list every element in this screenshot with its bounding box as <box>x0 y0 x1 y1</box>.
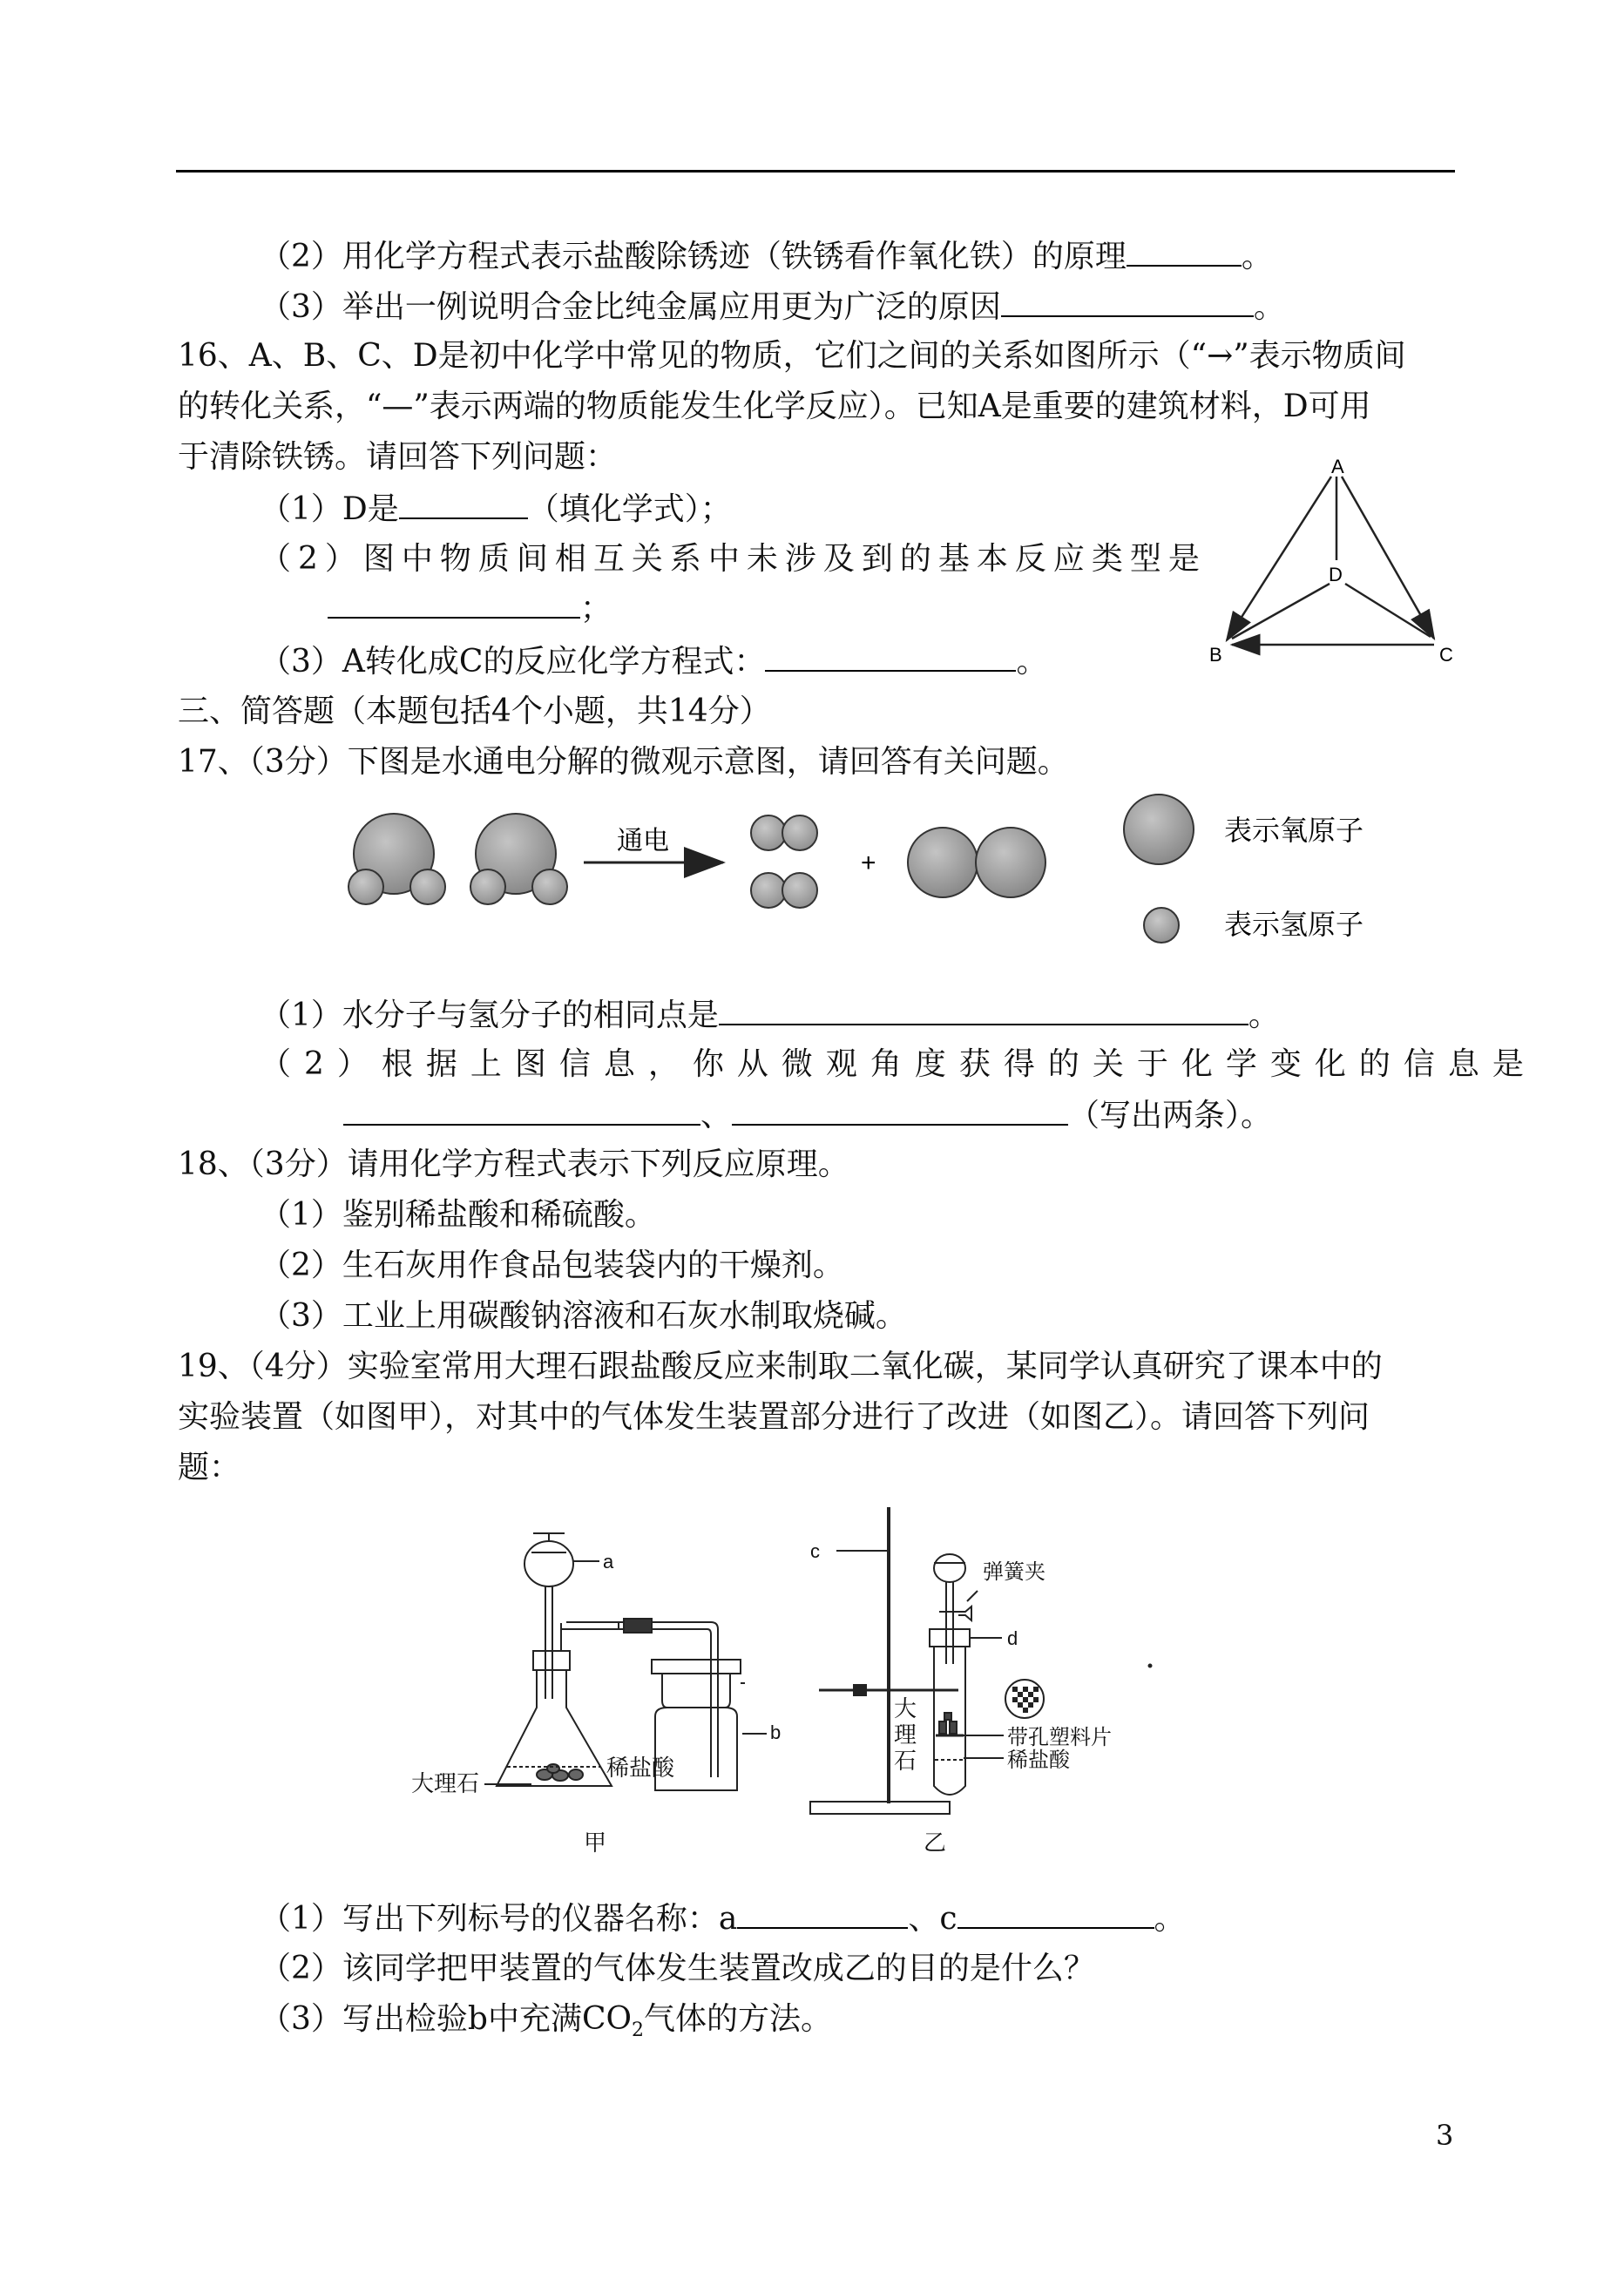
q17-part1-text: （1）水分子与氢分子的相同点是 <box>260 998 719 1033</box>
label-perforated-plastic: 带孔塑料片 <box>1007 1726 1112 1749</box>
q19-part3-text-end: 气体的方法。 <box>644 2001 833 2037</box>
node-b: B <box>1209 644 1222 666</box>
oxygen-molecule <box>908 828 1045 897</box>
q17-part1 <box>260 996 1280 1035</box>
q16-part2-blank[interactable] <box>328 589 580 619</box>
q16-part1 <box>260 490 732 529</box>
q16-part1-blank[interactable] <box>399 490 528 519</box>
label-marble: 大理石 <box>411 1770 480 1796</box>
label-d: d <box>1007 1627 1018 1649</box>
q17-stem: 17、（3分）下图是水通电分解的微观示意图，请回答有关问题。 <box>178 744 1069 780</box>
section-3-heading: 三、简答题（本题包括4个小题，共14分） <box>178 693 771 729</box>
q18-stem: 18、（3分）请用化学方程式表示下列反应原理。 <box>178 1146 849 1182</box>
label-dilute-hcl-2: 稀盐酸 <box>1007 1748 1070 1772</box>
q16-stem-line2: 的转化关系，“—”表示两端的物质能发生化学反应）。已知A是重要的建筑材料，D可用 <box>178 389 1371 424</box>
q16-part3-blank[interactable] <box>765 642 1016 672</box>
q15-part3-blank[interactable] <box>1001 287 1254 317</box>
legend-oxygen-label: 表示氧原子 <box>1224 815 1364 846</box>
q15-part3-text: （3）举出一例说明合金比纯金属应用更为广泛的原因 <box>260 289 1001 325</box>
q19-part1-text: （1）写出下列标号的仪器名称：a <box>260 1901 738 1937</box>
hydrogen-molecule-1 <box>751 815 817 850</box>
header-rule <box>176 170 1455 172</box>
q16-part2-end: ； <box>580 591 612 626</box>
label-yi: 乙 <box>924 1830 947 1856</box>
glass-plate <box>652 1660 741 1674</box>
label-c: c <box>810 1540 820 1562</box>
q16-part3 <box>260 642 1047 681</box>
q15-part3-end: 。 <box>1253 289 1285 325</box>
stand-base <box>810 1802 950 1814</box>
label-marble-vertical-3: 石 <box>894 1748 917 1774</box>
q16-part2-answer <box>328 589 612 628</box>
q16-part1-hint: （填化学式）； <box>527 491 732 527</box>
q16-stem-line3: 于清除铁锈。请回答下列问题： <box>178 439 618 475</box>
rubber-tube-connector <box>624 1619 652 1633</box>
q19-part1-end: 。 <box>1154 1901 1186 1937</box>
q19-part1-mid: 、c <box>908 1901 957 1937</box>
node-d: D <box>1329 564 1343 585</box>
label-a: a <box>603 1551 614 1573</box>
label-dilute-hcl: 稀盐酸 <box>606 1755 675 1781</box>
q19-stem-line1: 19、（4分）实验室常用大理石跟盐酸反应来制取二氧化碳，某同学认真研究了课本中的 <box>178 1349 1383 1384</box>
arrow-label: 通电 <box>617 827 669 856</box>
q18-part3: （3）工业上用碳酸钠溶液和石灰水制取烧碱。 <box>260 1298 907 1334</box>
q18-part1: （1）鉴别稀盐酸和稀硫酸。 <box>260 1197 656 1233</box>
q19-part3-text: （3）写出检验b中充满CO <box>260 2001 633 2037</box>
label-marble-vertical-2: 理 <box>894 1721 917 1748</box>
label-b: b <box>770 1721 782 1743</box>
q19-stem-line3: 题： <box>178 1450 241 1485</box>
q19-part1 <box>260 1899 1186 1938</box>
water-molecule-2 <box>470 814 567 904</box>
label-spring-clip: 弹簧夹 <box>983 1560 1045 1584</box>
apparatus-yi <box>810 1507 1152 1814</box>
legend-hydrogen-label: 表示氢原子 <box>1224 909 1364 940</box>
q19-stem-line2: 实验装置（如图甲），对其中的气体发生装置部分进行了改进（如图乙）。请回答下列问 <box>178 1399 1370 1435</box>
q16-part3-text: （3）A转化成C的反应化学方程式： <box>260 644 766 680</box>
q19-part3-subscript: 2 <box>632 2019 645 2042</box>
label-jia: 甲 <box>584 1830 607 1856</box>
edge-a-to-b <box>1227 477 1331 640</box>
hydrogen-molecule-2 <box>751 873 817 908</box>
q16-part2-text: （2）图中物质间相互关系中未涉及到的基本反应类型是 <box>260 541 1207 577</box>
q19-part2: （2）该同学把甲装置的气体发生装置改成乙的目的是什么？ <box>260 1951 1095 1986</box>
q19-part1-blank-a[interactable] <box>737 1899 908 1929</box>
q17-part2-sep: 、 <box>700 1098 733 1133</box>
q19-apparatus-figure <box>401 1498 1167 1856</box>
edge-a-to-c <box>1342 477 1434 639</box>
q16-relationship-diagram <box>1202 457 1464 671</box>
legend-oxygen-atom <box>1124 795 1194 864</box>
q17-part2-answer <box>343 1096 1272 1135</box>
q15-part2 <box>260 237 1273 276</box>
plus-sign: + <box>861 849 876 877</box>
q17-part2-end: （写出两条）。 <box>1068 1098 1273 1133</box>
apparatus-jia <box>497 1533 767 1790</box>
q16-stem-line1: 16、A、B、C、D是初中化学中常见的物质，它们之间的关系如图所示（“→”表示物质间 <box>178 338 1406 374</box>
q16-part3-end: 。 <box>1016 644 1048 680</box>
legend-hydrogen-atom <box>1144 908 1179 943</box>
q15-part2-blank[interactable] <box>1127 237 1242 267</box>
q15-part3 <box>260 287 1285 327</box>
q18-part2: （2）生石灰用作食品包装袋内的干燥剂。 <box>260 1248 844 1283</box>
stopper-d <box>930 1629 970 1647</box>
q17-part2-blank-1[interactable] <box>343 1096 700 1126</box>
water-molecule-1 <box>348 814 445 904</box>
q17-part2-text: （2）根据上图信息，你从微观角度获得的关于化学变化的信息是 <box>260 1046 1537 1082</box>
q17-part2-blank-2[interactable] <box>732 1096 1068 1126</box>
q17-part1-blank[interactable] <box>719 996 1248 1025</box>
q19-part1-blank-c[interactable] <box>957 1899 1154 1929</box>
q15-part2-text: （2）用化学方程式表示盐酸除锈迹（铁锈看作氧化铁）的原理 <box>260 239 1127 274</box>
separatory-funnel-a <box>524 1541 573 1586</box>
q17-part1-end: 。 <box>1248 998 1280 1033</box>
q19-part3 <box>260 2000 832 2050</box>
q15-part2-end: 。 <box>1241 239 1273 274</box>
q17-water-electrolysis-figure <box>331 784 1464 976</box>
label-marble-vertical-1: 大 <box>894 1695 917 1721</box>
node-c: C <box>1439 644 1453 666</box>
q16-part1-text: （1）D是 <box>260 491 399 527</box>
page-number: 3 <box>1436 2119 1454 2152</box>
node-a: A <box>1331 457 1344 477</box>
